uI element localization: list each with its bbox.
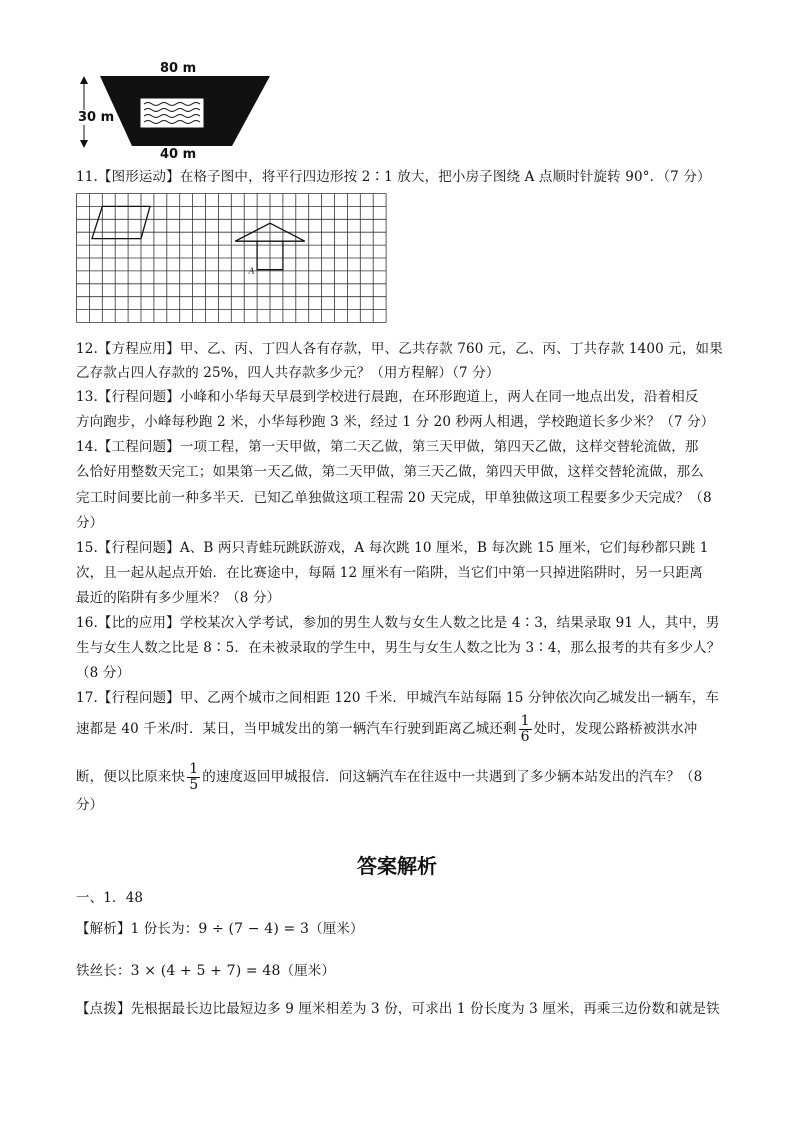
q14-line-1: 14.【工程问题】一项工程，第一天甲做，第二天乙做，第三天甲做，第四天乙做，这样交替轮流做，那 [76,439,699,455]
tip-line: 【点拨】先根据最长边比最短边多 9 厘米相差为 3 份，可求出 1 份长度为 3 厘米，再乘三边份数和就是铁 [76,1001,720,1017]
q11-line-1: 11.【图形运动】在格子图中，将平行四边形按 2∶1 放大，把小房子图绕 A 点顺时针旋转 90°．（7 分） [76,169,711,185]
wire-line [76,962,335,980]
q16-line-1: 16.【比的应用】学校某次入学考试，参加的男生人数与女生人数之比是 4∶3，结果录取 91 人，其中，男 [76,615,720,631]
point-a-label: A [248,266,255,276]
q17-line-1: 17.【行程问题】甲、乙两个城市之间相距 120 千米．甲城汽车站每隔 15 分钟依次向乙城发出一辆车，车 [76,690,720,706]
q15-line-1: 15.【行程问题】A、B 两只青蛙玩跳跃游戏，A 每次跳 10 厘米，B 每次跳 15 厘米，它们每秒都只跳 1 [76,540,709,556]
analysis-unit: （厘米） [309,921,364,937]
fraction-1-numerator: 1 [520,713,530,729]
q15-line-3: 最近的陷阱有多少厘米？（8 分） [76,590,281,606]
fraction-one-fifth [187,762,200,793]
grid-svg [76,193,388,329]
q17-line-4: 分） [76,797,104,813]
trapezoid-bottom-label: 40 m [160,147,197,162]
answer-item-1: 一、1．48 [76,890,144,906]
q16-line-3: （8 分） [76,665,131,681]
fraction-2-numerator: 1 [189,761,199,777]
q17-line-2a: 速都是 40 千米/时．某日，当甲城发出的第一辆汽车行驶到距离乙城还剩 [76,721,517,737]
wire-unit: （厘米） [280,963,336,979]
wire-label: 铁丝长： [76,963,131,979]
q17-line-2b: 处时，发现公路桥被洪水冲 [533,721,698,737]
q13-line-1: 13.【行程问题】小峰和小华每天早晨到学校进行晨跑，在环形跑道上，两人在同一地点出发，沿着相反 [76,389,699,405]
q12-line-1: 12.【方程应用】甲、乙、丙、丁四人各有存款，甲、乙共存款 760 元，乙、丙、丁共存款 1400 元，如果 [76,341,723,357]
q17-line-2 [76,714,697,745]
q16-line-2: 生与女生人数之比是 8∶5．在未被录取的学生中，男生与女生人数之比为 3∶4，那么报考的共有多少人？ [76,640,721,656]
q17-line-3a: 断，便以比原来快 [76,769,186,785]
trapezoid-top-label: 80 m [160,61,197,76]
answers-title: 答案解析 [357,854,437,878]
q14-line-4: 分） [76,515,104,531]
grid-figure [76,193,388,333]
analysis-label: 【解析】1 份长为： [76,921,199,937]
q12-line-2: 乙存款占四人存款的 25%，四人共存款多少元？（用方程解）（7 分） [76,365,500,381]
q14-line-2: 么恰好用整数天完工；如果第一天乙做，第二天甲做，第三天乙做，第四天甲做，这样交替轮流做，那么 [76,464,704,480]
q17-line-3 [76,762,702,793]
fraction-one-sixth [519,714,532,745]
wire-expression: 3 × (4 + 5 + 7) = 48 [130,963,281,979]
q17-line-3b: 的速度返回甲城报信．问这辆汽车在往返中一共遇到了多少辆本站发出的汽车？（8 [202,769,703,785]
q14-line-3: 完工时间要比前一种多半天．已知乙单独做这项工程需 20 天完成，甲单独做这项工程要多少天完成？（8 [76,490,712,506]
height-arrow-top [80,76,88,84]
height-arrow-bottom [80,140,88,148]
trapezoid-height-label: 30 m [78,110,115,125]
analysis-line [76,920,364,938]
q13-line-2: 方向跑步，小峰每秒跑 2 米，小华每秒跑 3 米，经过 1 分 20 秒两人相遇，学校跑道长多少米？（7 分） [76,414,715,430]
analysis-expression: 9 ÷ (7 − 4) = 3 [198,921,310,937]
q15-line-2: 次，且一起从起点开始．在比赛途中，每隔 12 厘米有一陷阱，当它们中第一只掉进陷阱时，另一只距离 [76,565,703,581]
fraction-1-denominator: 6 [520,729,530,745]
fraction-2-denominator: 5 [189,777,199,793]
